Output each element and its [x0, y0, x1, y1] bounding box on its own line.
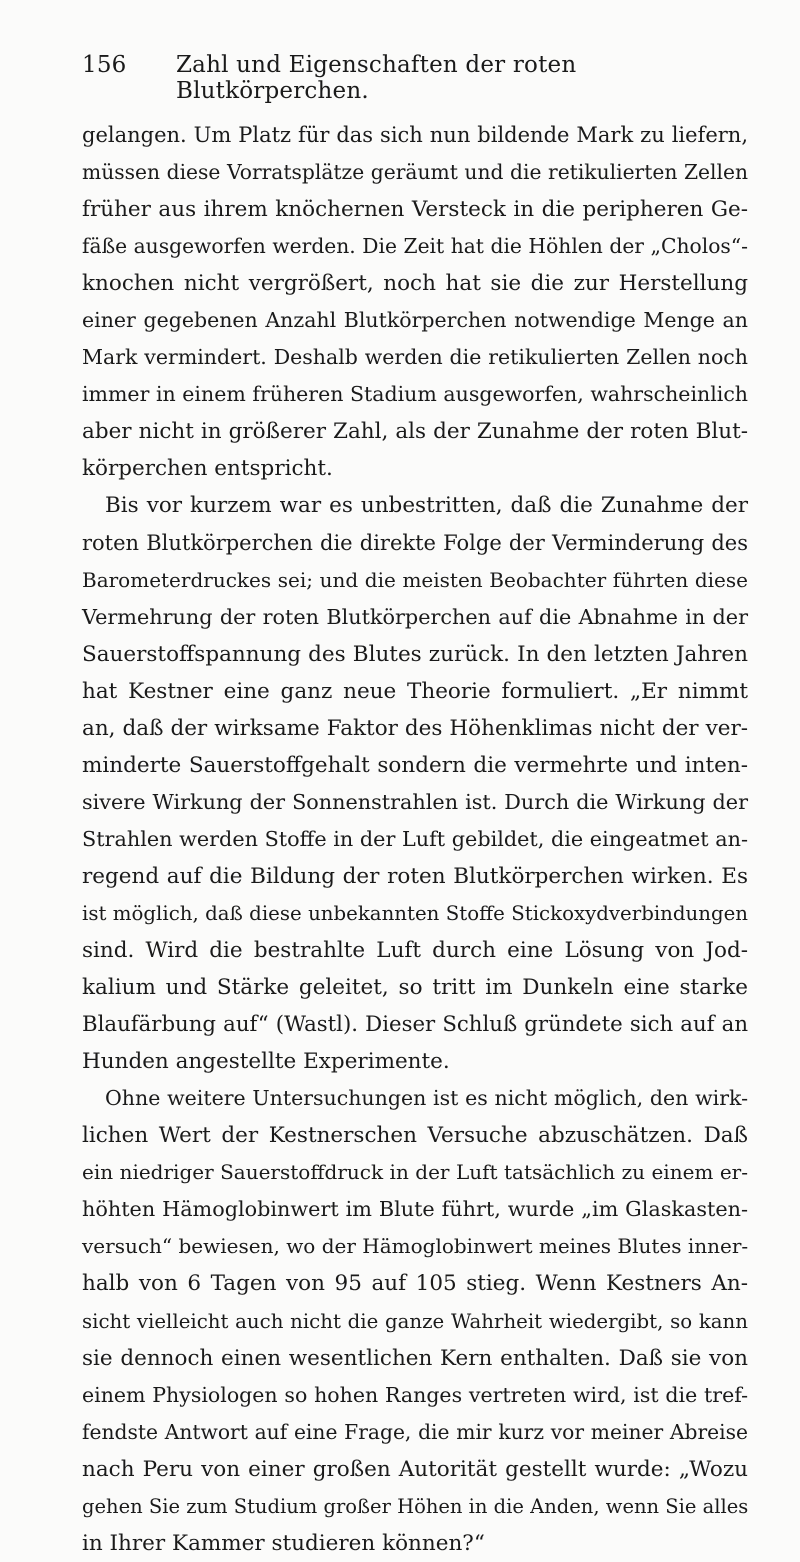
text-line: hat Kestner eine ganz neue Theorie formuliert. „Er nimmt — [82, 678, 748, 704]
book-page — [82, 52, 748, 1562]
text-line: sivere Wirkung der Sonnenstrahlen ist. Durch die Wirkung der — [82, 789, 748, 814]
text-line: immer in einem früheren Stadium ausgeworfen, wahrscheinlich — [82, 382, 748, 407]
text-line: einer gegebenen Anzahl Blutkörperchen notwendige Menge an — [82, 308, 748, 333]
text-line: Mark vermindert. Deshalb werden die retikulierten Zellen noch — [82, 345, 748, 370]
text-line: gelangen. Um Platz für das sich nun bildende Mark zu liefern, — [82, 123, 748, 147]
text-line: lichen Wert der Kestnerschen Versuche abzuschätzen. Daß — [82, 1123, 748, 1149]
text-line: sicht vielleicht auch nicht die ganze Wahrheit wiedergibt, so kann — [82, 1309, 748, 1333]
text-line: ein niedriger Sauerstoffdruck in der Luft tatsächlich zu einem er- — [82, 1160, 748, 1185]
text-line: fäße ausgeworfen werden. Die Zeit hat die Höhlen der „Cholos“- — [82, 234, 748, 259]
running-head — [82, 52, 748, 104]
text-line: in Ihrer Kammer studieren können?“ — [82, 1530, 485, 1556]
text-line: Blaufärbung auf“ (Wastl). Dieser Schluß gründete sich auf an — [82, 1012, 748, 1038]
text-line: höhten Hämoglobinwert im Blute führt, wurde „im Glaskasten- — [82, 1197, 748, 1222]
text-line: Ohne weitere Untersuchungen ist es nicht möglich, den wirk- — [105, 1086, 748, 1111]
text-line: halb von 6 Tagen von 95 auf 105 stieg. Wenn Kestners An- — [82, 1271, 748, 1297]
text-line: regend auf die Bildung der roten Blutkörperchen wirken. Es — [82, 863, 748, 889]
text-line: früher aus ihrem knöchernen Versteck in die peripheren Ge- — [82, 197, 748, 223]
text-line: Bis vor kurzem war es unbestritten, daß die Zunahme der — [105, 493, 748, 519]
text-line: Sauerstoffspannung des Blutes zurück. In den letzten Jahren — [82, 641, 748, 667]
text-line: Vermehrung der roten Blutkörperchen auf die Abnahme in der — [82, 604, 748, 629]
text-line: an, daß der wirksame Faktor des Höhenklimas nicht der ver- — [82, 715, 748, 741]
text-line: sind. Wird die bestrahlte Luft durch eine Lösung von Jod- — [82, 938, 748, 964]
text-line: Strahlen werden Stoffe in der Luft gebildet, die eingeatmet an- — [82, 826, 748, 851]
text-line: roten Blutkörperchen die direkte Folge der Verminderung des — [82, 530, 748, 555]
text-line: ist möglich, daß diese unbekannten Stoffe Stickoxydverbindungen — [82, 901, 748, 925]
text-line: kalium und Stärke geleitet, so tritt im Dunkeln eine starke — [82, 975, 748, 1001]
running-title: Zahl und Eigenschaften der roten Blutkörperchen. — [176, 52, 577, 104]
text-line: einem Physiologen so hohen Ranges vertreten wird, ist die tref- — [82, 1382, 748, 1407]
text-line: müssen diese Vorratsplätze geräumt und die retikulierten Zellen — [82, 160, 748, 185]
text-line: körperchen entspricht. — [82, 456, 333, 482]
text-line: nach Peru von einer großen Autorität gestellt wurde: „Wozu — [82, 1456, 748, 1482]
text-line: aber nicht in größerer Zahl, als der Zunahme der roten Blut- — [82, 419, 748, 445]
text-line: sie dennoch einen wesentlichen Kern enthalten. Daß sie von — [82, 1345, 748, 1371]
text-line: Hunden angestellte Experimente. — [82, 1049, 450, 1075]
text-line: versuch“ bewiesen, wo der Hämoglobinwert meines Blutes inner- — [82, 1234, 749, 1259]
text-line: knochen nicht vergrößert, noch hat sie die zur Herstellung — [82, 271, 748, 297]
body-text — [82, 117, 748, 1562]
text-line: minderte Sauerstoffgehalt sondern die vermehrte und inten- — [82, 752, 748, 778]
page-number: 156 — [82, 52, 127, 78]
text-line: fendste Antwort auf eine Frage, die mir kurz vor meiner Abreise — [82, 1419, 748, 1444]
text-line: Barometerdruckes sei; und die meisten Beobachter führten diese — [82, 567, 748, 592]
text-line: gehen Sie zum Studium großer Höhen in die Anden, wenn Sie alles — [82, 1494, 749, 1518]
